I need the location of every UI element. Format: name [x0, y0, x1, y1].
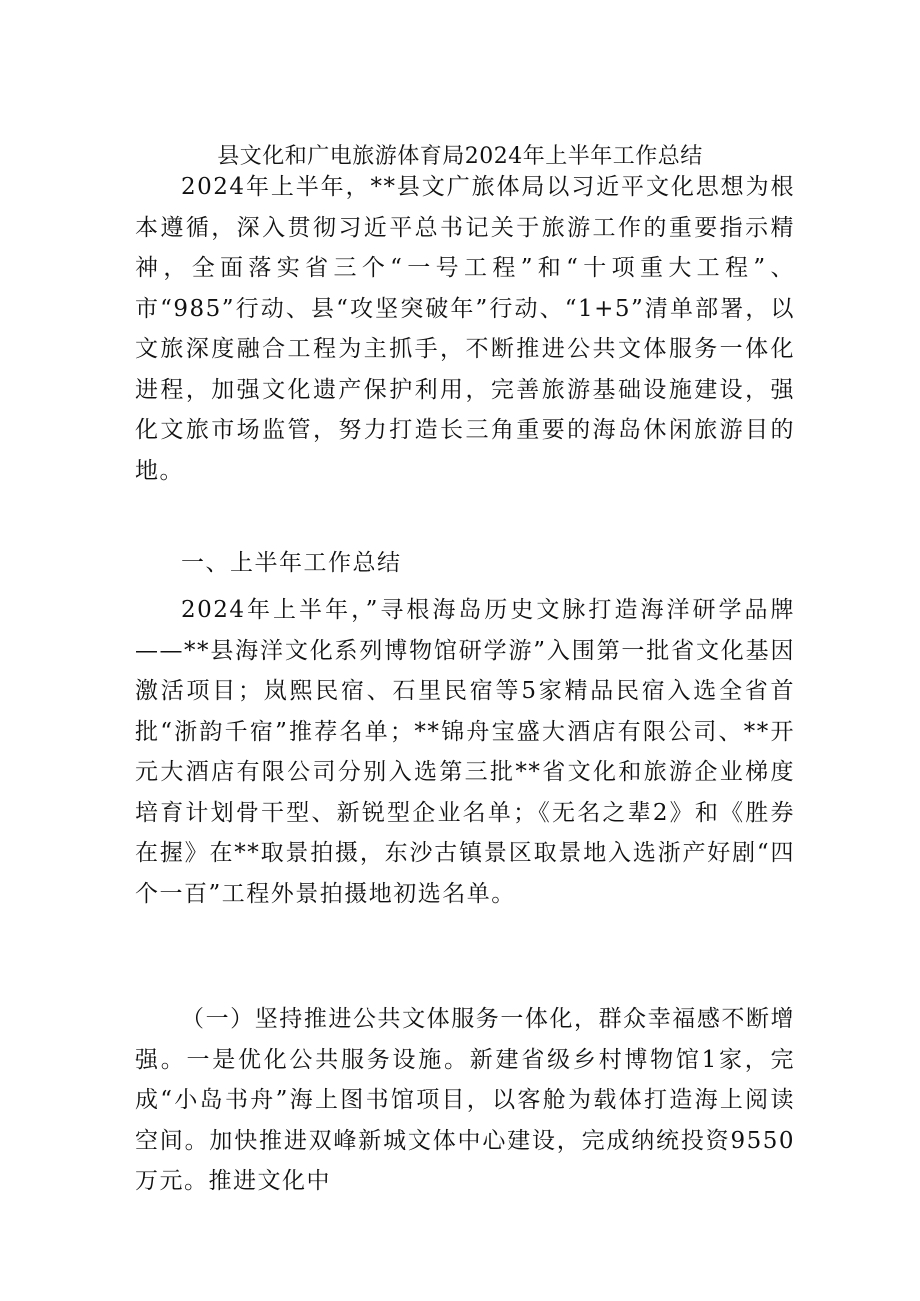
summary-paragraph: 2024年上半年，”寻根海岛历史文脉打造海洋研学品牌——**县海洋文化系列博物馆研学游”入围第一批省文化基因激活项目；岚熙民宿、石里民宿等5家精品民宿入选全省首批“浙韵千宿”推荐名单；**锦舟宝盛大酒店有限公司、**开元大酒店有限公司分别入选第三批**省文化和旅游企业梯度培育计划骨干型、新锐型企业名单；《无名之辈2》和《胜券在握》在**取景拍摄，东沙古镇景区取景地入选浙产好剧“四个一百”工程外景拍摄地初选名单。	[135, 597, 795, 907]
intro-paragraph: 2024年上半年，**县文广旅体局以习近平文化思想为根本遵循，深入贯彻习近平总书记关于旅游工作的重要指示精神，全面落实省三个“一号工程”和“十项重大工程”、市“985”行动、县“攻坚突破年”行动、“1+5”清单部署，以文旅深度融合工程为主抓手，不断推进公共文体服务一体化进程，加强文化遗产保护利用，完善旅游基础设施建设，强化文旅市场监管，努力打造长三角重要的海岛休闲旅游目的地。	[135, 174, 795, 484]
subsection-paragraph: （一）坚持推进公共文体服务一体化，群众幸福感不断增强。一是优化公共服务设施。新建省级乡村博物馆1家，完成“小岛书舟”海上图书馆项目，以客舱为载体打造海上阅读空间。加快推进双峰新城文体中心建设，完成纳统投资9550万元。推进文化中	[135, 1006, 795, 1194]
section-heading: 一、上半年工作总结	[181, 550, 402, 576]
document-title: 县文化和广电旅游体育局2024年上半年工作总结	[217, 144, 703, 169]
